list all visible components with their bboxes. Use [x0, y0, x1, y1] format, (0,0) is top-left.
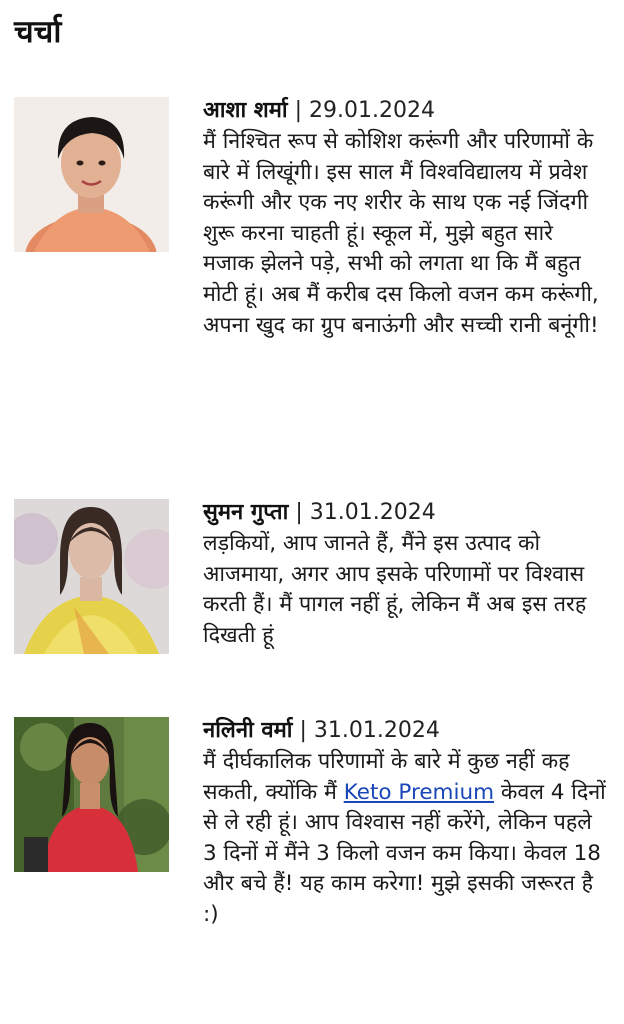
- comment-date: 31.01.2024: [313, 718, 440, 743]
- comment-author: सुमन गुप्ता: [203, 500, 289, 525]
- discussion-heading: चर्चा: [14, 14, 62, 50]
- avatar: [14, 717, 169, 872]
- comment-meta: [203, 97, 608, 127]
- comment-text: लड़कियों, आप जानते हैं, मैंने इस उत्पाद को आजमाया, अगर आप इसके परिणामों पर विश्वास करती हैं। मैं पागल नहीं हूं, लेकिन मैं अब इस तरह दिखती हूं: [203, 531, 587, 648]
- meta-separator: |: [295, 500, 303, 525]
- comment-body: [203, 717, 608, 931]
- comment-date: 29.01.2024: [309, 98, 436, 123]
- comment-text-before: मैं दीर्घकालिक परिणामों के बारे में कुछ नहीं कह सकती, क्योंकि मैं: [203, 749, 570, 805]
- comment-text: [203, 747, 608, 931]
- avatar: [14, 499, 169, 654]
- comment-meta: [203, 499, 608, 529]
- comment-body: [203, 499, 608, 651]
- avatar: [14, 97, 169, 252]
- avatar-photo-2: [14, 499, 169, 654]
- keto-premium-link[interactable]: Keto Premium: [343, 779, 495, 805]
- comment-author: आशा शर्मा: [203, 98, 288, 123]
- avatar-photo-3: [14, 717, 169, 872]
- comment-body: [203, 97, 608, 341]
- comment-text-after: केवल 4 दिनों से ले रही हूं। आप विश्वास नहीं करेंगे, लेकिन पहले 3 दिनों में मैंने 3 किलो वजन कम किया। केवल 18 और बचे हैं! यह काम करेगा! मुझे इसकी जरूरत है :): [203, 779, 606, 927]
- comment-author: नलिनी वर्मा: [203, 718, 293, 743]
- comment-text: मैं निश्चित रूप से कोशिश करूंगी और परिणामों के बारे में लिखूंगी। इस साल मैं विश्वविद्यालय में प्रवेश करूंगी और एक नए शरीर के साथ एक नई जिंदगी शुरू करना चाहती हूं। स्कूल में, मुझे बहुत सारे मजाक झेलने पड़े, सभी को लगता था कि मैं बहुत मोटी हूं। अब मैं करीब दस किलो वजन कम करूंगी, अपना खुद का ग्रुप बनाऊंगी और सच्ची रानी बनूंगी!: [203, 129, 599, 338]
- comment-date: 31.01.2024: [309, 500, 436, 525]
- avatar-photo-1: [14, 97, 169, 252]
- comment-meta: [203, 717, 608, 747]
- meta-separator: |: [294, 98, 303, 123]
- meta-separator: |: [299, 718, 307, 743]
